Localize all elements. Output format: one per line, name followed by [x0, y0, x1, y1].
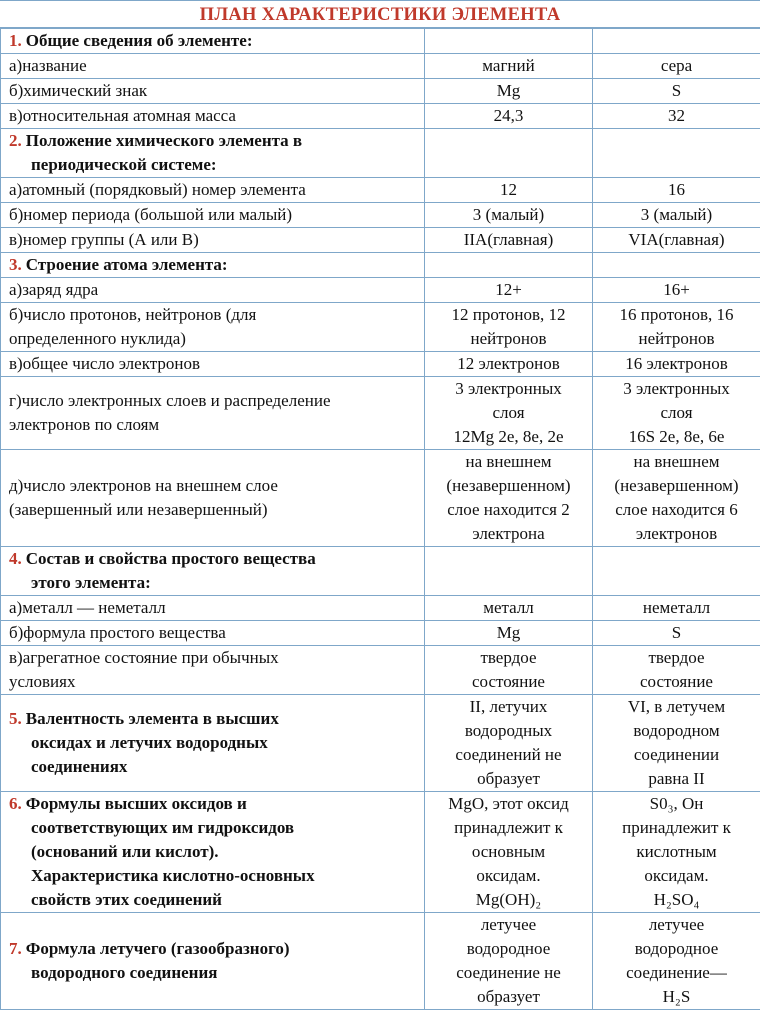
value-line: Mg(OH)₂	[429, 888, 588, 912]
section-row	[1, 913, 760, 1010]
table-row	[1, 352, 760, 377]
value-line: соединение не	[429, 961, 588, 985]
label-line: этого элемента:	[9, 571, 420, 595]
sulfur-value	[593, 178, 760, 203]
value-line: IIA(главная)	[429, 228, 588, 252]
characteristic-label	[1, 596, 425, 621]
value-line: магний	[429, 54, 588, 78]
sulfur-value	[593, 79, 760, 104]
section-number: 4.	[9, 549, 22, 568]
sulfur-value	[593, 792, 760, 913]
value-line: VI, в летучем	[597, 695, 756, 719]
table-row	[1, 621, 760, 646]
value-line: основным	[429, 840, 588, 864]
label-line: б)номер периода (большой или малый)	[9, 203, 420, 227]
value-line: 16	[597, 178, 756, 202]
sulfur-value	[593, 695, 760, 792]
value-line: соединение—	[597, 961, 756, 985]
sulfur-value	[593, 54, 760, 79]
value-line: образует	[429, 985, 588, 1009]
sulfur-value	[593, 228, 760, 253]
value-line: электронов	[597, 522, 756, 546]
value-line: соединений не	[429, 743, 588, 767]
magnesium-value	[425, 54, 593, 79]
magnesium-value	[425, 129, 593, 178]
label-line: в)относительная атомная масса	[9, 104, 420, 128]
section-row	[1, 695, 760, 792]
label-line: соединениях	[9, 755, 420, 779]
value-line: 32	[597, 104, 756, 128]
table-body	[1, 29, 760, 1010]
section-row	[1, 29, 760, 54]
sulfur-value	[593, 253, 760, 278]
sulfur-value	[593, 596, 760, 621]
characteristic-label	[1, 352, 425, 377]
magnesium-value	[425, 913, 593, 1010]
sulfur-value	[593, 278, 760, 303]
value-line: 3 (малый)	[597, 203, 756, 227]
characteristic-label	[1, 278, 425, 303]
label-line: свойств этих соединений	[9, 888, 420, 912]
value-line: электрона	[429, 522, 588, 546]
characteristics-table	[0, 28, 760, 1010]
value-line: H₂SO₄	[597, 888, 756, 912]
value-line: образует	[429, 767, 588, 791]
label-line: (завершенный или незавершенный)	[9, 498, 420, 522]
magnesium-value	[425, 203, 593, 228]
characteristic-label	[1, 377, 425, 450]
sulfur-value	[593, 621, 760, 646]
value-line: (незавершенном)	[429, 474, 588, 498]
table-row	[1, 303, 760, 352]
label-line: электронов по слоям	[9, 413, 420, 437]
table-row	[1, 178, 760, 203]
label-line: Состав и свойства простого вещества	[26, 549, 316, 568]
label-line: Характеристика кислотно-основных	[9, 864, 420, 888]
value-line: 12	[429, 178, 588, 202]
value-line: 3 электронных	[597, 377, 756, 401]
label-line: периодической системе:	[9, 153, 420, 177]
value-line: Mg	[429, 621, 588, 645]
section-row	[1, 792, 760, 913]
value-line: металл	[429, 596, 588, 620]
section-heading	[1, 29, 425, 54]
characteristic-label	[1, 104, 425, 129]
label-line: Валентность элемента в высших	[26, 709, 279, 728]
magnesium-value	[425, 547, 593, 596]
value-line: 3 электронных	[429, 377, 588, 401]
section-heading	[1, 695, 425, 792]
table-row	[1, 79, 760, 104]
characteristic-label	[1, 54, 425, 79]
value-line: MgO, этот оксид	[429, 792, 588, 816]
value-line: соединении	[597, 743, 756, 767]
value-line: слоя	[597, 401, 756, 425]
value-line: Mg	[429, 79, 588, 103]
page-title: ПЛАН ХАРАКТЕРИСТИКИ ЭЛЕМЕНТА	[0, 0, 760, 28]
value-line: S	[597, 621, 756, 645]
magnesium-value	[425, 178, 593, 203]
magnesium-value	[425, 377, 593, 450]
value-line: сера	[597, 54, 756, 78]
value-line: водородное	[597, 937, 756, 961]
value-line: 12 протонов, 12	[429, 303, 588, 327]
value-line: 16 электронов	[597, 352, 756, 376]
value-line: оксидам.	[597, 864, 756, 888]
label-line: в)общее число электронов	[9, 352, 420, 376]
label-line: б)формула простого вещества	[9, 621, 420, 645]
value-line: оксидам.	[429, 864, 588, 888]
section-heading	[1, 913, 425, 1010]
section-heading	[1, 129, 425, 178]
value-line: 3 (малый)	[429, 203, 588, 227]
label-line: (оснований или кислот).	[9, 840, 420, 864]
value-line: нейтронов	[429, 327, 588, 351]
label-line: определенного нуклида)	[9, 327, 420, 351]
label-line: а)металл — неметалл	[9, 596, 420, 620]
label-line: Положение химического элемента в	[26, 131, 302, 150]
magnesium-value	[425, 695, 593, 792]
sulfur-value	[593, 303, 760, 352]
magnesium-value	[425, 29, 593, 54]
value-line: водородных	[429, 719, 588, 743]
characteristic-label	[1, 303, 425, 352]
value-line: S0₃, Он	[597, 792, 756, 816]
value-line: (незавершенном)	[597, 474, 756, 498]
value-line: 16+	[597, 278, 756, 302]
section-number: 6.	[9, 794, 22, 813]
label-line: б)химический знак	[9, 79, 420, 103]
characteristic-label	[1, 178, 425, 203]
magnesium-value	[425, 79, 593, 104]
characteristic-label	[1, 228, 425, 253]
table-row	[1, 596, 760, 621]
magnesium-value	[425, 792, 593, 913]
table-row	[1, 54, 760, 79]
magnesium-value	[425, 303, 593, 352]
value-line: кислотным	[597, 840, 756, 864]
value-line: 12Mg 2e, 8e, 2e	[429, 425, 588, 449]
magnesium-value	[425, 646, 593, 695]
value-line: принадлежит к	[597, 816, 756, 840]
value-line: 16 протонов, 16	[597, 303, 756, 327]
value-line: равна II	[597, 767, 756, 791]
table-row	[1, 450, 760, 547]
value-line: слое находится 6	[597, 498, 756, 522]
value-line: S	[597, 79, 756, 103]
section-row	[1, 129, 760, 178]
characteristic-label	[1, 450, 425, 547]
section-number: 7.	[9, 939, 22, 958]
sulfur-value	[593, 29, 760, 54]
characteristic-label	[1, 79, 425, 104]
sulfur-value	[593, 377, 760, 450]
sulfur-value	[593, 913, 760, 1010]
sulfur-value	[593, 547, 760, 596]
label-line: б)число протонов, нейтронов (для	[9, 303, 420, 327]
sulfur-value	[593, 646, 760, 695]
value-line: состояние	[597, 670, 756, 694]
label-line: д)число электронов на внешнем слое	[9, 474, 420, 498]
value-line: нейтронов	[597, 327, 756, 351]
value-line: на внешнем	[429, 450, 588, 474]
label-line: Формула летучего (газообразного)	[26, 939, 290, 958]
value-line: H₂S	[597, 985, 756, 1009]
value-line: на внешнем	[597, 450, 756, 474]
label-line: а)атомный (порядковый) номер элемента	[9, 178, 420, 202]
value-line: 24,3	[429, 104, 588, 128]
value-line: водородное	[429, 937, 588, 961]
sulfur-value	[593, 352, 760, 377]
value-line: слоя	[429, 401, 588, 425]
magnesium-value	[425, 596, 593, 621]
value-line: летучее	[597, 913, 756, 937]
value-line: II, летучих	[429, 695, 588, 719]
label-line: оксидах и летучих водородных	[9, 731, 420, 755]
label-line: Строение атома элемента:	[26, 255, 228, 274]
sulfur-value	[593, 129, 760, 178]
label-line: в)номер группы (А или В)	[9, 228, 420, 252]
value-line: слое находится 2	[429, 498, 588, 522]
label-line: условиях	[9, 670, 420, 694]
section-number: 1.	[9, 31, 22, 50]
sulfur-value	[593, 203, 760, 228]
section-number: 3.	[9, 255, 22, 274]
magnesium-value	[425, 104, 593, 129]
section-heading	[1, 547, 425, 596]
value-line: твердое	[429, 646, 588, 670]
label-line: Формулы высших оксидов и	[26, 794, 247, 813]
value-line: принадлежит к	[429, 816, 588, 840]
sulfur-value	[593, 450, 760, 547]
section-row	[1, 547, 760, 596]
magnesium-value	[425, 450, 593, 547]
value-line: состояние	[429, 670, 588, 694]
value-line: 16S 2e, 8e, 6e	[597, 425, 756, 449]
table-row	[1, 104, 760, 129]
section-number: 2.	[9, 131, 22, 150]
value-line: 12+	[429, 278, 588, 302]
table-row	[1, 228, 760, 253]
characteristic-label	[1, 621, 425, 646]
table-row	[1, 203, 760, 228]
value-line: 12 электронов	[429, 352, 588, 376]
label-line: в)агрегатное состояние при обычных	[9, 646, 420, 670]
value-line: летучее	[429, 913, 588, 937]
table-row	[1, 377, 760, 450]
magnesium-value	[425, 253, 593, 278]
value-line: VIA(главная)	[597, 228, 756, 252]
magnesium-value	[425, 278, 593, 303]
label-line: водородного соединения	[9, 961, 420, 985]
magnesium-value	[425, 352, 593, 377]
section-heading	[1, 792, 425, 913]
characteristic-label	[1, 646, 425, 695]
label-line: а)заряд ядра	[9, 278, 420, 302]
characteristic-label	[1, 203, 425, 228]
value-line: водородном	[597, 719, 756, 743]
magnesium-value	[425, 621, 593, 646]
magnesium-value	[425, 228, 593, 253]
section-number: 5.	[9, 709, 22, 728]
label-line: Общие сведения об элементе:	[26, 31, 253, 50]
section-heading	[1, 253, 425, 278]
table-row	[1, 646, 760, 695]
label-line: а)название	[9, 54, 420, 78]
sulfur-value	[593, 104, 760, 129]
label-line: соответствующих им гидроксидов	[9, 816, 420, 840]
label-line: г)число электронных слоев и распределение	[9, 389, 420, 413]
value-line: неметалл	[597, 596, 756, 620]
table-row	[1, 278, 760, 303]
value-line: твердое	[597, 646, 756, 670]
section-row	[1, 253, 760, 278]
